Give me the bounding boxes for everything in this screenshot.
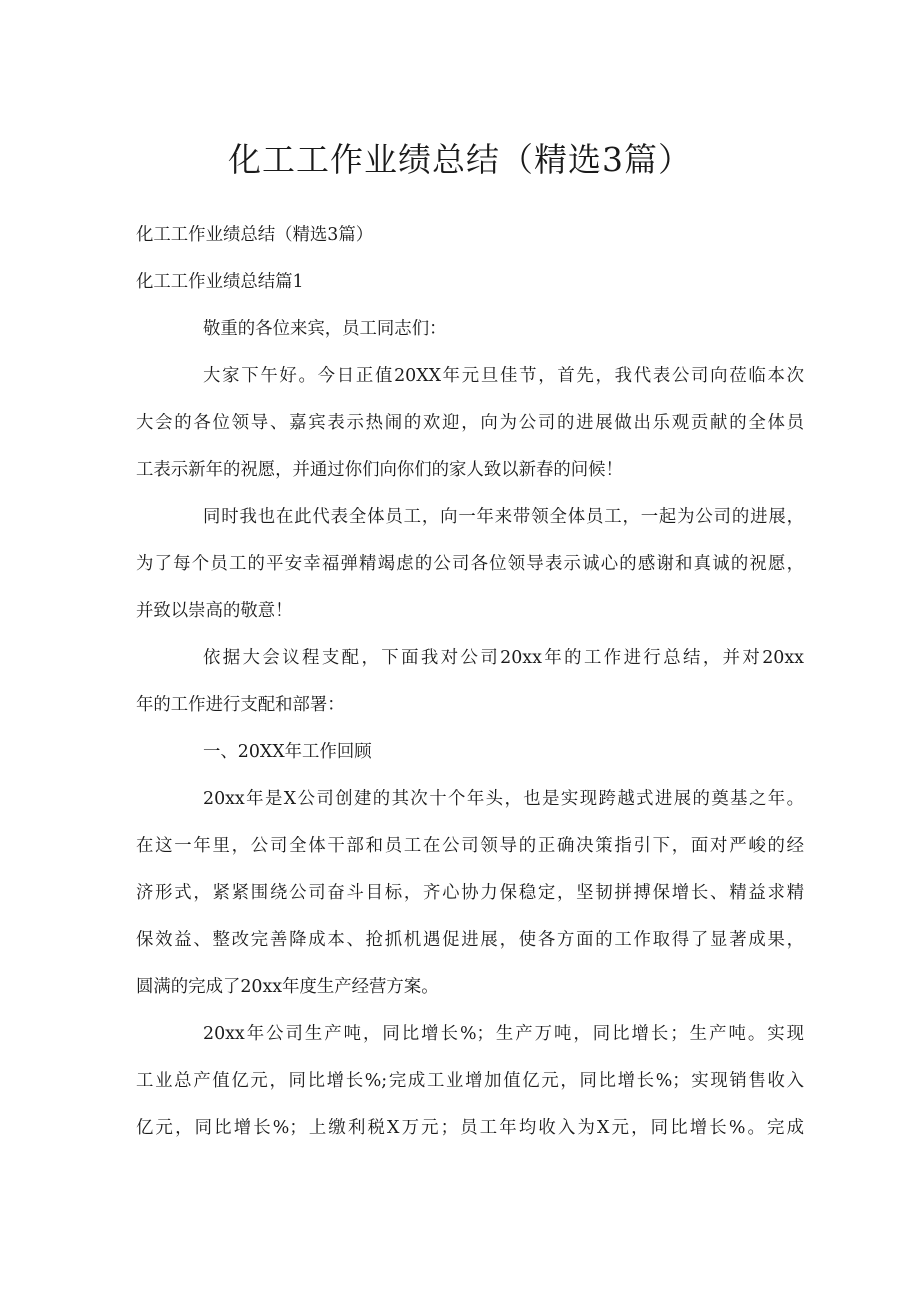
- text-line: 年的工作进行支配和部署：: [136, 695, 345, 715]
- text-line: 亿元，同比增长%；上缴利税X万元；员工年均收入为X元，同比增长%。完成: [136, 1118, 804, 1138]
- text-line: 化工工作业绩总结篇1: [136, 272, 304, 292]
- text-line: 并致以崇高的敬意！: [136, 601, 293, 621]
- text-line: 同时我也在此代表全体员工，向一年来带领全体员工，一起为公司的进展，: [203, 507, 804, 527]
- text-line: 大家下午好。今日正值20XX年元旦佳节，首先，我代表公司向莅临本次: [203, 366, 804, 386]
- document-body: [136, 212, 804, 1152]
- text-line: 济形式，紧紧围绕公司奋斗目标，齐心协力保稳定，坚韧拼搏保增长、精益求精: [136, 883, 804, 903]
- document-title: 化工工作业绩总结（精选3篇）: [228, 140, 692, 179]
- text-line: 保效益、整改完善降成本、抢抓机遇促进展，使各方面的工作取得了显著成果，: [136, 930, 804, 950]
- text-line: 一、20XX年工作回顾: [203, 742, 372, 762]
- text-line: 工业总产值亿元，同比增长%;完成工业增加值亿元，同比增长%；实现销售收入: [136, 1071, 804, 1091]
- text-line: 依据大会议程支配，下面我对公司20xx年的工作进行总结，并对20xx: [203, 648, 804, 668]
- text-line: 20xx年公司生产吨，同比增长%；生产万吨，同比增长；生产吨。实现: [203, 1024, 804, 1044]
- text-line: 化工工作业绩总结（精选3篇）: [136, 225, 374, 245]
- text-line: 敬重的各位来宾，员工同志们：: [203, 319, 447, 339]
- text-line: 20xx年是X公司创建的其次十个年头，也是实现跨越式进展的奠基之年。: [203, 789, 804, 809]
- text-line: 在这一年里，公司全体干部和员工在公司领导的正确决策指引下，面对严峻的经: [136, 836, 804, 856]
- text-line: 大会的各位领导、嘉宾表示热闹的欢迎，向为公司的进展做出乐观贡献的全体员: [136, 413, 804, 433]
- text-line: 工表示新年的祝愿，并通过你们向你们的家人致以新春的问候！: [136, 460, 623, 480]
- text-line: 圆满的完成了20xx年度生产经营方案。: [136, 977, 439, 997]
- text-line: 为了每个员工的平安幸福弹精竭虑的公司各位领导表示诚心的感谢和真诚的祝愿，: [136, 554, 804, 574]
